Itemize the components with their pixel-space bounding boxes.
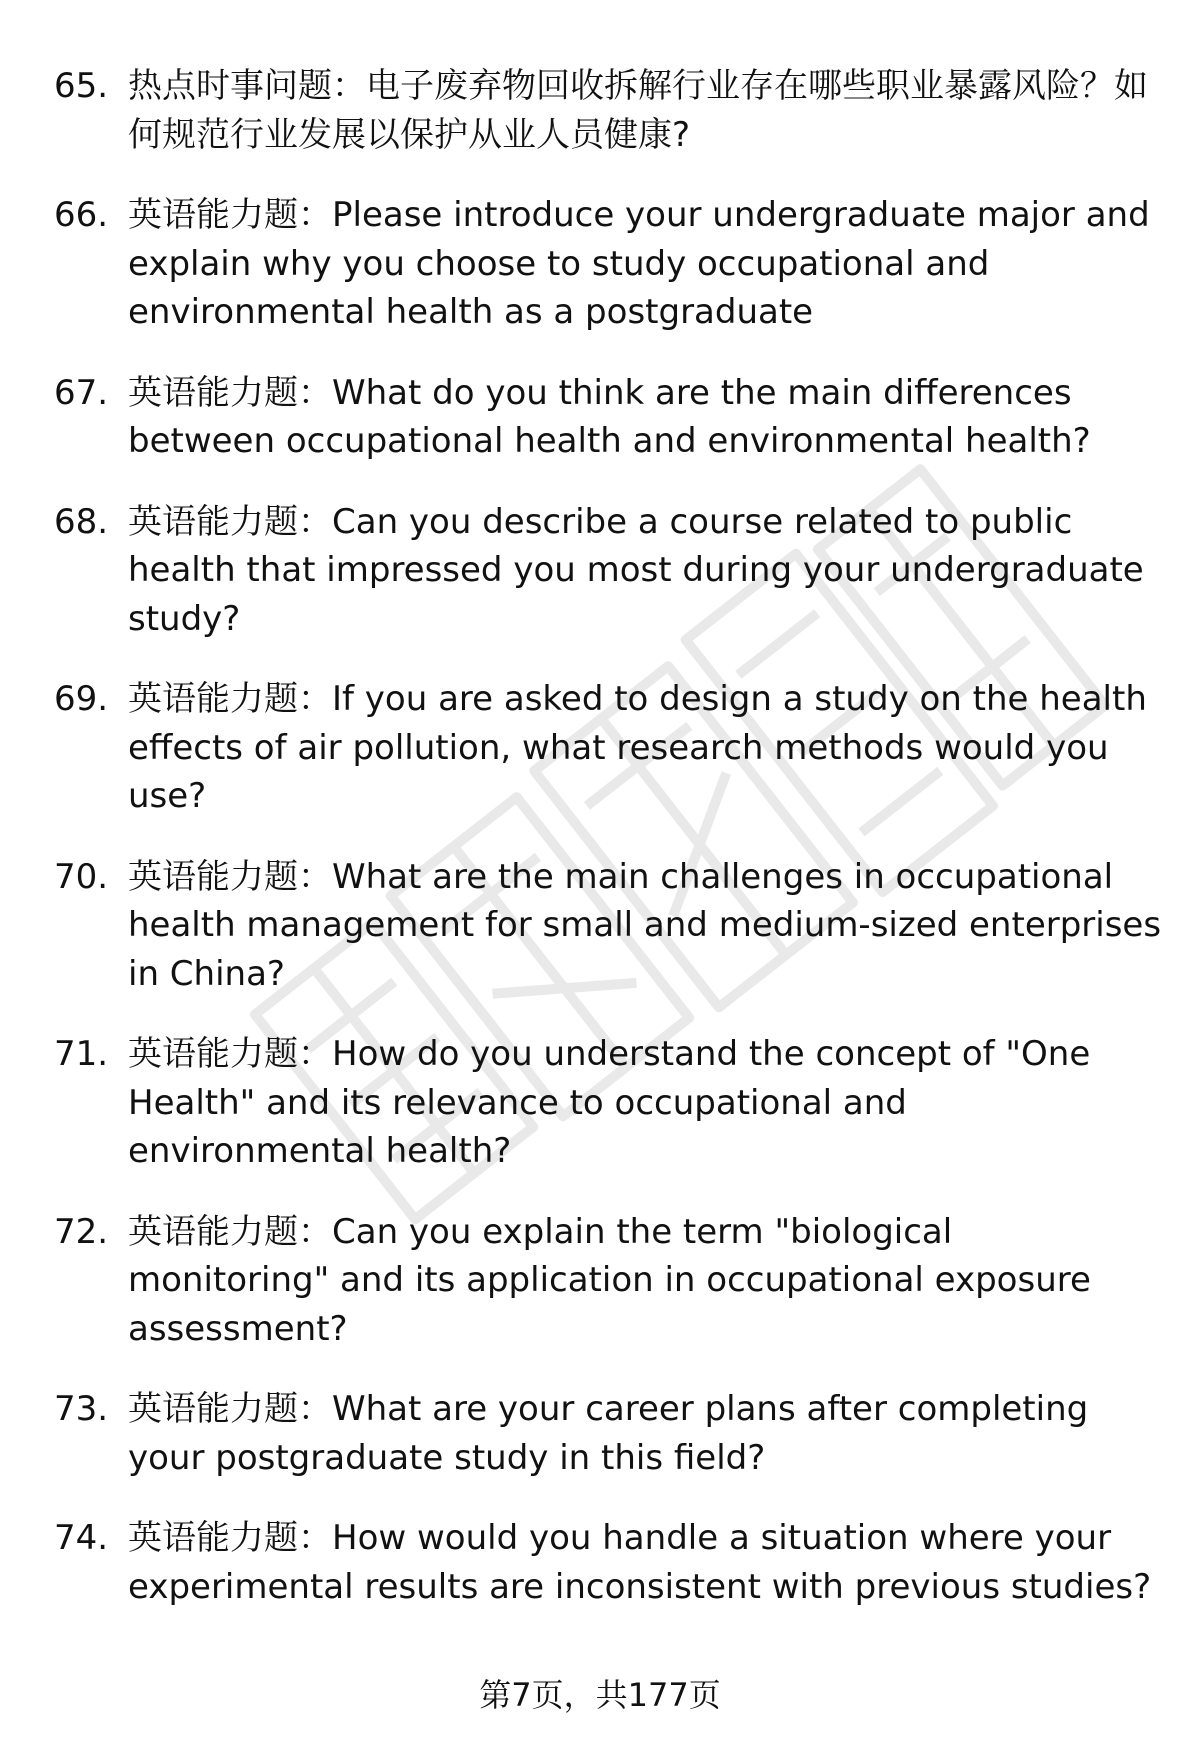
question-category: 热点时事问题： (128, 66, 366, 106)
question-text: What do you think are the main differences between occupational health and environmental health? (128, 372, 1091, 461)
page-number-label: 第7页，共177页 (479, 1676, 721, 1714)
question-text: What are the main challenges in occupational health management for small and medium-sized enterprises in China? (128, 856, 1162, 994)
question-text: How do you understand the concept of "One Health" and its relevance to occupational and environmental health? (128, 1034, 1091, 1171)
question-category: 英语能力题： (128, 1389, 332, 1429)
question-number: 69. (54, 679, 109, 719)
question-number: 71. (54, 1034, 109, 1074)
question-item (0, 675, 1200, 821)
question-text: If you are asked to design a study on the health effects of air pollution, what research methods would you use? (128, 679, 1147, 816)
question-category: 英语能力题： (128, 372, 332, 413)
question-category: 英语能力题： (128, 679, 332, 719)
question-text: Please introduce your undergraduate major and explain why you choose to study occupational and environmental health as a postgraduate (128, 195, 1150, 332)
question-text: How would you handle a situation where your experimental results are inconsistent with previous studies? (128, 1518, 1152, 1607)
question-number: 65. (54, 66, 109, 106)
question-category: 英语能力题： (128, 195, 332, 235)
question-number: 72. (54, 1211, 109, 1252)
question-item (0, 1030, 1200, 1176)
question-text: Can you explain the term "biological monitoring" and its application in occupational exposure assessment? (128, 1211, 1091, 1349)
question-number: 68. (54, 501, 109, 542)
question-item (0, 853, 1200, 999)
question-text: What are your career plans after completing your postgraduate study in this field? (128, 1389, 1089, 1478)
question-number: 67. (54, 372, 109, 413)
question-text: Can you describe a course related to public health that impressed you most during your undergraduate study? (128, 501, 1144, 639)
question-number: 66. (54, 195, 109, 235)
question-category: 英语能力题： (128, 1518, 332, 1558)
page-footer (0, 1673, 1200, 1717)
question-number: 70. (54, 856, 109, 897)
question-item (0, 498, 1200, 644)
question-item (0, 1385, 1200, 1482)
question-item (0, 1208, 1200, 1354)
question-category: 英语能力题： (128, 1211, 332, 1252)
question-text: 电子废弃物回收拆解行业存在哪些职业暴露风险？如何规范行业发展以保护从业人员健康? (128, 66, 1148, 155)
question-number: 73. (54, 1389, 109, 1429)
question-number: 74. (54, 1518, 109, 1558)
question-item (0, 369, 1200, 466)
question-category: 英语能力题： (128, 856, 332, 897)
question-category: 英语能力题： (128, 501, 332, 542)
question-list (0, 62, 1200, 1643)
question-item (0, 191, 1200, 337)
question-item (0, 62, 1200, 159)
question-item (0, 1514, 1200, 1611)
question-category: 英语能力题： (128, 1034, 332, 1074)
